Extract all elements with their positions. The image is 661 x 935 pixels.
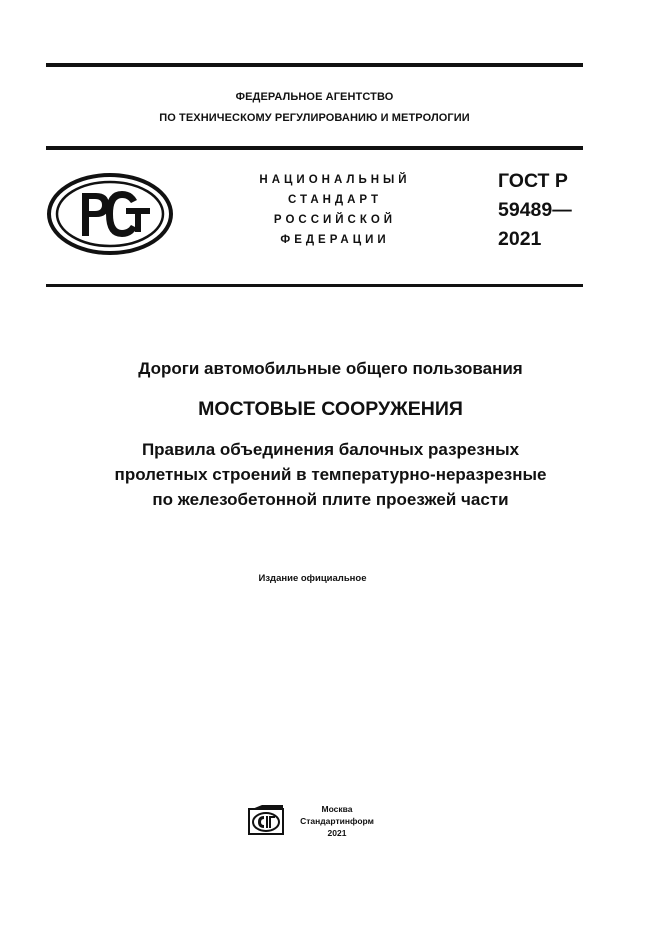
standard-type-line-2: СТАНДАРТ [288, 194, 382, 206]
title-sub-line-2: пролетных строений в температурно-неразрезные [114, 465, 547, 484]
publisher-name: Стандартинформ [300, 816, 374, 826]
agency-line-2: ПО ТЕХНИЧЕСКОМУ РЕГУЛИРОВАНИЮ И МЕТРОЛОГИИ [159, 112, 470, 124]
standard-type-line-4: ФЕДЕРАЦИИ [280, 234, 390, 246]
top-rule [46, 63, 583, 67]
edition-label: Издание официальное [258, 573, 367, 584]
publisher-year: 2021 [327, 828, 347, 838]
title-sub-line-1: Правила объединения балочных разрезных [141, 440, 520, 459]
title-general: Дороги автомобильные общего пользования [138, 359, 523, 378]
designation-line-3: 2021 [498, 228, 542, 250]
agency-line-1: ФЕДЕРАЛЬНОЕ АГЕНТСТВО [235, 91, 394, 103]
header-rule [46, 146, 583, 150]
standard-type-line-1: НАЦИОНАЛЬНЫЙ [259, 174, 411, 186]
title-sub-line-3: по железобетонной плите проезжей части [152, 490, 509, 509]
title-main: МОСТОВЫЕ СООРУЖЕНИЯ [198, 398, 463, 420]
rst-logo [46, 172, 174, 256]
standartinform-logo [248, 805, 284, 835]
designation-rule [46, 284, 583, 287]
designation-line-1: ГОСТ Р [498, 170, 568, 192]
standard-type-line-3: РОССИЙСКОЙ [273, 214, 397, 226]
publisher-city: Москва [321, 804, 353, 814]
designation-line-2: 59489— [498, 199, 572, 221]
